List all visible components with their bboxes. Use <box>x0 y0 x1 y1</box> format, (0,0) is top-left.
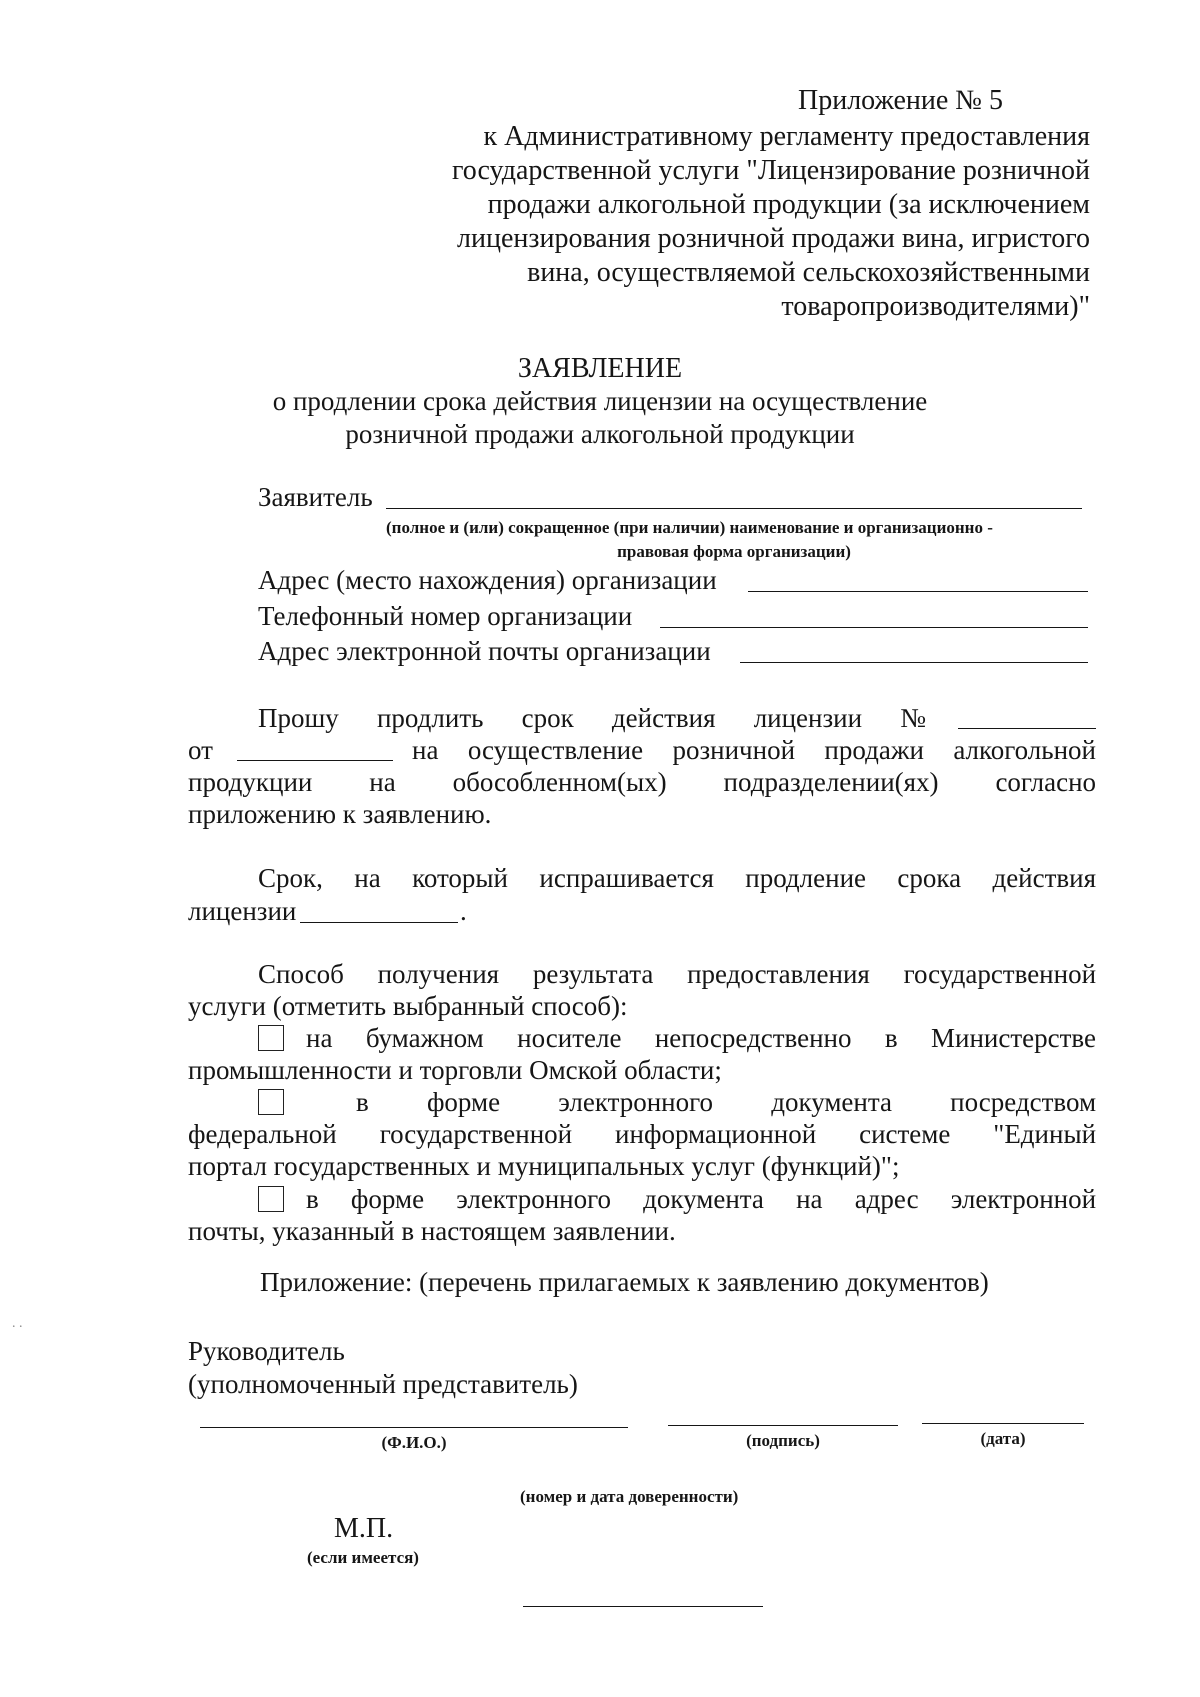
word: документа <box>771 1087 892 1117</box>
word: государственной <box>379 1119 573 1149</box>
phone-field-line[interactable] <box>660 627 1088 628</box>
appendix-line: к Административному регламенту предоставления <box>483 121 1090 152</box>
word: электронного <box>456 1184 611 1214</box>
appendix-line: продажи алкогольной продукции (за исключением <box>487 189 1090 220</box>
word: электронного <box>558 1087 714 1117</box>
word: срока <box>897 863 962 893</box>
signature-head: Руководитель <box>188 1336 345 1366</box>
email-label: Адрес электронной почты организации <box>258 636 711 666</box>
stamp-label: М.П. <box>334 1513 394 1544</box>
document-subtitle-line1: о продлении срока действия лицензии на осуществление <box>272 386 928 416</box>
word: непосредственно в <box>654 1023 898 1053</box>
appendix-number: Приложение № 5 <box>798 85 1003 116</box>
word: подразделении(ях) <box>723 767 939 797</box>
word: испрашивается <box>539 863 714 893</box>
appendix-line: лицензирования розничной продажи вина, игристого <box>457 223 1090 254</box>
word: на <box>796 1184 823 1214</box>
term-line1 <box>258 862 1096 896</box>
address-field-line[interactable] <box>748 591 1088 592</box>
sign-caption: (подпись) <box>746 1431 820 1450</box>
word: Способ <box>258 959 344 989</box>
word: продукции <box>188 767 313 797</box>
phone-label: Телефонный номер организации <box>258 601 633 631</box>
word: получения <box>377 959 500 989</box>
sign-line[interactable] <box>668 1425 898 1426</box>
option-portal-cont2: портал государственных и муниципальных услуг (функций)"; <box>188 1151 900 1181</box>
request-from-label: от <box>188 735 213 765</box>
word: адрес <box>854 1184 919 1214</box>
word: результата <box>532 959 654 989</box>
word: осуществление <box>467 735 644 765</box>
date-caption: (дата) <box>980 1429 1026 1448</box>
word: на <box>412 735 439 765</box>
email-field-line[interactable] <box>740 662 1088 663</box>
applicant-label: Заявитель <box>258 482 373 512</box>
option-paper-text <box>306 1022 1096 1056</box>
bottom-line <box>523 1606 763 1607</box>
request-line3 <box>188 766 1096 800</box>
word: форме <box>350 1184 425 1214</box>
option-email-text <box>306 1183 1096 1217</box>
word: действия <box>611 703 716 733</box>
word: форме <box>426 1087 501 1117</box>
word: посредством <box>950 1087 1096 1117</box>
request-line4: приложению к заявлению. <box>188 799 492 829</box>
appendix-line: государственной услуги "Лицензирование розничной <box>451 155 1090 186</box>
term-period: . <box>460 896 467 926</box>
word: предоставления <box>687 959 870 989</box>
method-line2: услуги (отметить выбранный способ): <box>188 991 628 1021</box>
address-label: Адрес (место нахождения) организации <box>258 565 717 595</box>
word: в <box>306 1184 319 1214</box>
word: информационной <box>615 1119 817 1149</box>
word: обособленном(ых) <box>452 767 667 797</box>
signature-head-sub: (уполномоченный представитель) <box>188 1369 578 1399</box>
applicant-hint-line2: правовая форма организации) <box>617 542 851 561</box>
option-email-checkbox[interactable] <box>258 1186 284 1212</box>
applicant-field-line[interactable] <box>386 508 1082 509</box>
term-license-label: лицензии <box>188 896 297 926</box>
word: который <box>412 863 509 893</box>
license-date-line[interactable] <box>237 760 393 761</box>
word: действия <box>992 863 1096 893</box>
word: федеральной <box>188 1119 337 1149</box>
word: лицензии <box>753 703 863 733</box>
fio-caption: (Ф.И.О.) <box>381 1433 447 1452</box>
word: государственной <box>903 959 1096 989</box>
applicant-hint-line1: (полное и (или) сокращенное (при наличии) наименование и организационно - <box>386 518 993 537</box>
stamp-note: (если имеется) <box>307 1548 419 1567</box>
appendix-line: вина, осуществляемой сельскохозяйственными <box>527 257 1090 288</box>
date-line[interactable] <box>922 1423 1084 1424</box>
word: алкогольной <box>953 735 1096 765</box>
word: розничной <box>672 735 796 765</box>
option-portal-cont1 <box>188 1118 1096 1152</box>
word: Министерстве <box>931 1023 1096 1053</box>
fio-line[interactable] <box>200 1427 628 1428</box>
word: в <box>356 1087 369 1117</box>
word: электронной <box>950 1184 1096 1214</box>
option-paper-checkbox[interactable] <box>258 1025 284 1051</box>
word: согласно <box>995 767 1096 797</box>
license-number-line[interactable] <box>958 728 1096 729</box>
word: документа <box>643 1184 764 1214</box>
appendix-line: товаропроизводителями)" <box>781 291 1090 322</box>
word: Прошу <box>258 703 339 733</box>
option-portal-text <box>356 1086 1096 1120</box>
term-field-line[interactable] <box>300 922 458 923</box>
proxy-caption: (номер и дата доверенности) <box>520 1487 739 1506</box>
option-paper-cont: промышленности и торговли Омской области; <box>188 1055 722 1085</box>
margin-marks: . . <box>12 1316 23 1331</box>
word: носителе <box>517 1023 622 1053</box>
document-title: ЗАЯВЛЕНИЕ <box>517 353 683 384</box>
word: на <box>306 1023 333 1053</box>
word: срок <box>521 703 574 733</box>
attachment-text: Приложение: (перечень прилагаемых к заявлению документов) <box>260 1267 989 1297</box>
word: системе <box>859 1119 951 1149</box>
word: бумажном <box>365 1023 484 1053</box>
word: продление <box>745 863 867 893</box>
word: "Единый <box>993 1119 1096 1149</box>
word: продлить <box>376 703 484 733</box>
request-line1 <box>258 702 926 736</box>
document-subtitle-line2: розничной продажи алкогольной продукции <box>345 419 855 449</box>
option-email-cont: почты, указанный в настоящем заявлении. <box>188 1216 676 1246</box>
word: на <box>354 863 381 893</box>
word: продажи <box>824 735 924 765</box>
word: на <box>369 767 396 797</box>
word: Срок, <box>258 863 323 893</box>
method-line1 <box>258 958 1096 992</box>
option-portal-checkbox[interactable] <box>258 1089 284 1115</box>
request-line2 <box>412 734 1096 768</box>
word: № <box>900 703 926 733</box>
